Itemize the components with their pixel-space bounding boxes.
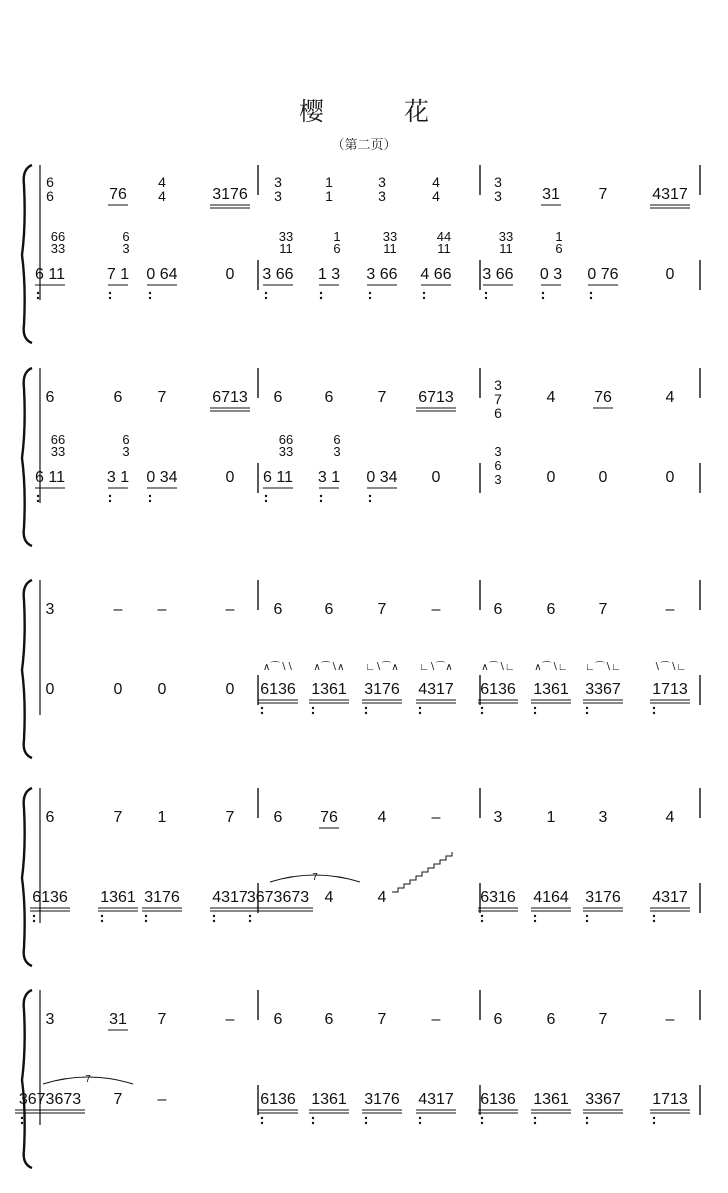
octave-dot bbox=[320, 292, 322, 294]
accomp-note: 0 34 bbox=[146, 469, 178, 486]
melody-note: 6 bbox=[45, 389, 55, 406]
accomp-note: 0 bbox=[225, 469, 235, 486]
melody-note: 4 bbox=[665, 809, 675, 826]
stacked-note: 11 bbox=[279, 241, 293, 256]
melody-note: 6 bbox=[324, 1011, 334, 1028]
octave-dot bbox=[265, 292, 267, 294]
melody-note: – bbox=[665, 1011, 675, 1028]
octave-dot bbox=[369, 495, 371, 497]
articulation-mark: ∖⌒∖∟ bbox=[653, 662, 687, 673]
melody-note: 6 bbox=[546, 601, 556, 618]
octave-dot bbox=[149, 292, 151, 294]
melody-note: 6 bbox=[273, 1011, 283, 1028]
accomp-note: 1361 bbox=[533, 1091, 569, 1108]
octave-dot bbox=[485, 297, 487, 299]
melody-note: – bbox=[431, 601, 441, 618]
melody-note: 4 bbox=[377, 809, 387, 826]
octave-dot bbox=[423, 297, 425, 299]
melody-note: 1 bbox=[546, 809, 556, 826]
accomp-note: 0 3 bbox=[539, 266, 563, 283]
stacked-note: 33 bbox=[498, 229, 514, 244]
accomp-note: 4 bbox=[324, 889, 334, 906]
accomp-note: 7 1 bbox=[106, 266, 130, 283]
articulation-mark: ∟∖⌒∧ bbox=[419, 662, 453, 673]
stacked-note: 66 bbox=[50, 229, 66, 244]
accomp-note: 0 bbox=[431, 469, 441, 486]
octave-dot bbox=[109, 500, 111, 502]
accomp-note: 1361 bbox=[311, 681, 347, 698]
stacked-note: 6 bbox=[555, 241, 563, 256]
octave-dot bbox=[369, 297, 371, 299]
chord-note: 3 bbox=[494, 444, 502, 459]
octave-dot bbox=[542, 297, 544, 299]
melody-note: 7 bbox=[157, 389, 167, 406]
melody-note: 6 bbox=[273, 601, 283, 618]
octave-dot bbox=[534, 1122, 536, 1124]
stacked-note: 44 bbox=[436, 229, 452, 244]
accomp-note: 3367 bbox=[585, 681, 621, 698]
octave-dot bbox=[423, 292, 425, 294]
melody-note: 7 bbox=[225, 809, 235, 826]
octave-dot bbox=[653, 915, 655, 917]
stacked-note: 33 bbox=[278, 229, 294, 244]
octave-dot bbox=[21, 1117, 23, 1119]
accomp-note: 0 bbox=[665, 469, 675, 486]
octave-dot bbox=[419, 1122, 421, 1124]
melody-note: 4 bbox=[546, 389, 556, 406]
chord-note: 3 bbox=[494, 188, 502, 204]
octave-dot bbox=[481, 712, 483, 714]
stacked-note: 11 bbox=[437, 241, 451, 256]
melody-note: 3 bbox=[45, 601, 55, 618]
octave-dot bbox=[149, 500, 151, 502]
brace-icon bbox=[22, 788, 32, 966]
accomp-note: 3 1 bbox=[317, 469, 341, 486]
articulation-mark: ∟⌒∖∟ bbox=[585, 662, 621, 673]
octave-dot bbox=[312, 1117, 314, 1119]
melody-note: 7 bbox=[157, 1011, 167, 1028]
accomp-note: 0 bbox=[45, 681, 55, 698]
octave-dot bbox=[101, 920, 103, 922]
octave-dot bbox=[249, 920, 251, 922]
accomp-note: 4 bbox=[377, 889, 387, 906]
accomp-note: 1361 bbox=[100, 889, 136, 906]
octave-dot bbox=[320, 495, 322, 497]
octave-dot bbox=[265, 500, 267, 502]
octave-dot bbox=[481, 707, 483, 709]
accomp-note: 6136 bbox=[260, 681, 296, 698]
octave-dot bbox=[101, 915, 103, 917]
accomp-note: 4317 bbox=[418, 681, 454, 698]
chord-note: 7 bbox=[494, 391, 502, 407]
accomp-note: 6136 bbox=[32, 889, 68, 906]
octave-dot bbox=[534, 712, 536, 714]
melody-note: 6713 bbox=[418, 389, 454, 406]
melody-note: 4 bbox=[665, 389, 675, 406]
melody-note: 76 bbox=[594, 389, 612, 406]
melody-note: 76 bbox=[109, 186, 127, 203]
chord-note: 1 bbox=[325, 188, 333, 204]
melody-note: 6 bbox=[273, 809, 283, 826]
octave-dot bbox=[320, 500, 322, 502]
stacked-note: 66 bbox=[278, 432, 294, 447]
melody-note: 6 bbox=[324, 389, 334, 406]
octave-dot bbox=[590, 292, 592, 294]
accomp-note: 1713 bbox=[652, 681, 688, 698]
octave-dot bbox=[653, 1117, 655, 1119]
octave-dot bbox=[312, 712, 314, 714]
accomp-note: 4317 bbox=[212, 889, 248, 906]
octave-dot bbox=[481, 1122, 483, 1124]
chord-note: 3 bbox=[494, 472, 502, 487]
accomp-note: 6 11 bbox=[263, 469, 293, 486]
octave-dot bbox=[419, 707, 421, 709]
accomp-note: 0 76 bbox=[587, 266, 619, 283]
melody-note: – bbox=[225, 601, 235, 618]
melody-note: 6 bbox=[45, 809, 55, 826]
chord-note: 6 bbox=[46, 188, 54, 204]
accomp-note: 1713 bbox=[652, 1091, 688, 1108]
accomp-note: 0 34 bbox=[366, 469, 398, 486]
melody-note: 6 bbox=[546, 1011, 556, 1028]
octave-dot bbox=[37, 500, 39, 502]
octave-dot bbox=[33, 920, 35, 922]
accomp-note: 3673673 bbox=[18, 1091, 82, 1108]
octave-dot bbox=[481, 920, 483, 922]
octave-dot bbox=[534, 1117, 536, 1119]
melody-note: 6713 bbox=[212, 389, 248, 406]
octave-dot bbox=[586, 712, 588, 714]
brace-icon bbox=[22, 368, 32, 546]
accomp-note: 3673673 bbox=[246, 889, 310, 906]
stacked-note: 3 bbox=[333, 444, 341, 459]
chord-note: 4 bbox=[158, 174, 166, 190]
melody-note: 1 bbox=[157, 809, 167, 826]
octave-dot bbox=[149, 297, 151, 299]
tuplet-number: 7 bbox=[312, 872, 318, 883]
accomp-note: 7 bbox=[113, 1091, 123, 1108]
octave-dot bbox=[653, 920, 655, 922]
accomp-note: 0 64 bbox=[146, 266, 178, 283]
octave-dot bbox=[419, 712, 421, 714]
melody-note: 7 bbox=[377, 1011, 387, 1028]
octave-dot bbox=[586, 1117, 588, 1119]
octave-dot bbox=[586, 707, 588, 709]
melody-note: 6 bbox=[493, 1011, 503, 1028]
octave-dot bbox=[365, 712, 367, 714]
octave-dot bbox=[109, 292, 111, 294]
chord-note: 3 bbox=[274, 174, 282, 190]
octave-dot bbox=[534, 920, 536, 922]
chord-note: 6 bbox=[494, 458, 502, 473]
octave-dot bbox=[586, 920, 588, 922]
octave-dot bbox=[542, 292, 544, 294]
octave-dot bbox=[261, 1122, 263, 1124]
melody-note: – bbox=[431, 1011, 441, 1028]
accomp-note: 6136 bbox=[480, 681, 516, 698]
chord-note: 3 bbox=[378, 188, 386, 204]
octave-dot bbox=[33, 915, 35, 917]
accomp-note: 6316 bbox=[480, 889, 516, 906]
stacked-note: 33 bbox=[382, 229, 398, 244]
melody-note: 31 bbox=[542, 186, 560, 203]
page-subtitle: （第二页） bbox=[331, 138, 397, 153]
octave-dot bbox=[265, 297, 267, 299]
melody-note: 76 bbox=[320, 809, 338, 826]
accomp-note: – bbox=[157, 1091, 167, 1108]
octave-dot bbox=[534, 915, 536, 917]
brace-icon bbox=[22, 580, 32, 758]
octave-dot bbox=[145, 915, 147, 917]
glissando-line bbox=[392, 852, 452, 892]
accomp-note: 3176 bbox=[144, 889, 180, 906]
octave-dot bbox=[586, 915, 588, 917]
octave-dot bbox=[37, 292, 39, 294]
stacked-note: 1 bbox=[555, 229, 563, 244]
melody-note: 7 bbox=[377, 389, 387, 406]
accomp-note: 3 1 bbox=[106, 469, 130, 486]
octave-dot bbox=[261, 1117, 263, 1119]
chord-note: 4 bbox=[432, 174, 440, 190]
stacked-note: 3 bbox=[122, 241, 130, 256]
octave-dot bbox=[145, 920, 147, 922]
octave-dot bbox=[365, 1122, 367, 1124]
melody-note: 3 bbox=[45, 1011, 55, 1028]
page-title: 樱 花 bbox=[299, 97, 465, 126]
melody-note: 3 bbox=[493, 809, 503, 826]
octave-dot bbox=[653, 712, 655, 714]
accomp-note: 0 bbox=[546, 469, 556, 486]
melody-note: 3 bbox=[598, 809, 608, 826]
melody-note: 7 bbox=[598, 1011, 608, 1028]
accomp-note: 3367 bbox=[585, 1091, 621, 1108]
chord-note: 3 bbox=[494, 377, 502, 393]
octave-dot bbox=[419, 1117, 421, 1119]
octave-dot bbox=[149, 495, 151, 497]
octave-dot bbox=[369, 500, 371, 502]
octave-dot bbox=[369, 292, 371, 294]
melody-note: 6 bbox=[273, 389, 283, 406]
octave-dot bbox=[265, 495, 267, 497]
octave-dot bbox=[312, 707, 314, 709]
octave-dot bbox=[249, 915, 251, 917]
octave-dot bbox=[37, 495, 39, 497]
melody-note: – bbox=[225, 1011, 235, 1028]
octave-dot bbox=[261, 712, 263, 714]
chord-note: 3 bbox=[378, 174, 386, 190]
octave-dot bbox=[109, 495, 111, 497]
tuplet-number: 7 bbox=[85, 1074, 91, 1085]
accomp-note: 6 11 bbox=[35, 266, 65, 283]
stacked-note: 33 bbox=[50, 444, 66, 459]
chord-note: 3 bbox=[494, 174, 502, 190]
accomp-note: 6 11 bbox=[35, 469, 65, 486]
melody-note: 3176 bbox=[212, 186, 248, 203]
octave-dot bbox=[213, 915, 215, 917]
accomp-note: 4 66 bbox=[420, 266, 452, 283]
melody-note: – bbox=[157, 601, 167, 618]
melody-note: 7 bbox=[598, 601, 608, 618]
chord-note: 6 bbox=[46, 174, 54, 190]
octave-dot bbox=[365, 1117, 367, 1119]
octave-dot bbox=[109, 297, 111, 299]
accomp-note: 1361 bbox=[533, 681, 569, 698]
octave-dot bbox=[261, 707, 263, 709]
stacked-note: 11 bbox=[383, 241, 397, 256]
octave-dot bbox=[312, 1122, 314, 1124]
accomp-note: 3 66 bbox=[262, 266, 294, 283]
chord-note: 4 bbox=[432, 188, 440, 204]
accomp-note: 3176 bbox=[364, 681, 400, 698]
accomp-note: 3176 bbox=[364, 1091, 400, 1108]
stacked-note: 11 bbox=[499, 241, 513, 256]
articulation-mark: ∧⌒∖∖ bbox=[262, 662, 294, 673]
accomp-note: 1 3 bbox=[317, 266, 341, 283]
melody-note: – bbox=[665, 601, 675, 618]
melody-note: 6 bbox=[493, 601, 503, 618]
stacked-note: 6 bbox=[333, 432, 341, 447]
accomp-note: 0 bbox=[113, 681, 123, 698]
accomp-note: 3 66 bbox=[366, 266, 398, 283]
chord-note: 4 bbox=[158, 188, 166, 204]
stacked-note: 6 bbox=[333, 241, 341, 256]
melody-note: 4317 bbox=[652, 186, 688, 203]
octave-dot bbox=[534, 707, 536, 709]
accomp-note: 0 bbox=[665, 266, 675, 283]
melody-note: 6 bbox=[324, 601, 334, 618]
melody-note: 7 bbox=[113, 809, 123, 826]
accomp-note: 4164 bbox=[533, 889, 569, 906]
accomp-note: 4317 bbox=[418, 1091, 454, 1108]
articulation-mark: ∧⌒∖∧ bbox=[313, 662, 345, 673]
melody-note: 6 bbox=[113, 389, 123, 406]
accomp-note: 3176 bbox=[585, 889, 621, 906]
octave-dot bbox=[21, 1122, 23, 1124]
melody-note: 7 bbox=[377, 601, 387, 618]
octave-dot bbox=[586, 1122, 588, 1124]
octave-dot bbox=[485, 292, 487, 294]
articulation-mark: ∧⌒∖∟ bbox=[481, 662, 515, 673]
octave-dot bbox=[213, 920, 215, 922]
articulation-mark: ∟∖⌒∧ bbox=[365, 662, 399, 673]
accomp-note: 0 bbox=[157, 681, 167, 698]
accomp-note: 1361 bbox=[311, 1091, 347, 1108]
melody-note: – bbox=[431, 809, 441, 826]
octave-dot bbox=[481, 915, 483, 917]
accomp-note: 0 bbox=[225, 681, 235, 698]
accomp-note: 3 66 bbox=[482, 266, 514, 283]
stacked-note: 33 bbox=[50, 241, 66, 256]
melody-note: 7 bbox=[598, 186, 608, 203]
articulation-mark: ∧⌒∖∟ bbox=[534, 662, 568, 673]
octave-dot bbox=[653, 1122, 655, 1124]
octave-dot bbox=[365, 707, 367, 709]
chord-note: 1 bbox=[325, 174, 333, 190]
melody-note: – bbox=[113, 601, 123, 618]
stacked-note: 3 bbox=[122, 444, 130, 459]
chord-note: 3 bbox=[274, 188, 282, 204]
octave-dot bbox=[653, 707, 655, 709]
melody-note: 31 bbox=[109, 1011, 127, 1028]
accomp-note: 0 bbox=[225, 266, 235, 283]
accomp-note: 0 bbox=[598, 469, 608, 486]
stacked-note: 6 bbox=[122, 432, 130, 447]
accomp-note: 6136 bbox=[260, 1091, 296, 1108]
octave-dot bbox=[481, 1117, 483, 1119]
octave-dot bbox=[320, 297, 322, 299]
brace-icon bbox=[22, 165, 32, 343]
accomp-note: 4317 bbox=[652, 889, 688, 906]
stacked-note: 1 bbox=[333, 229, 341, 244]
stacked-note: 33 bbox=[278, 444, 294, 459]
stacked-note: 6 bbox=[122, 229, 130, 244]
accomp-note: 6136 bbox=[480, 1091, 516, 1108]
stacked-note: 66 bbox=[50, 432, 66, 447]
chord-note: 6 bbox=[494, 405, 502, 421]
brace-icon bbox=[22, 990, 32, 1168]
octave-dot bbox=[590, 297, 592, 299]
octave-dot bbox=[37, 297, 39, 299]
